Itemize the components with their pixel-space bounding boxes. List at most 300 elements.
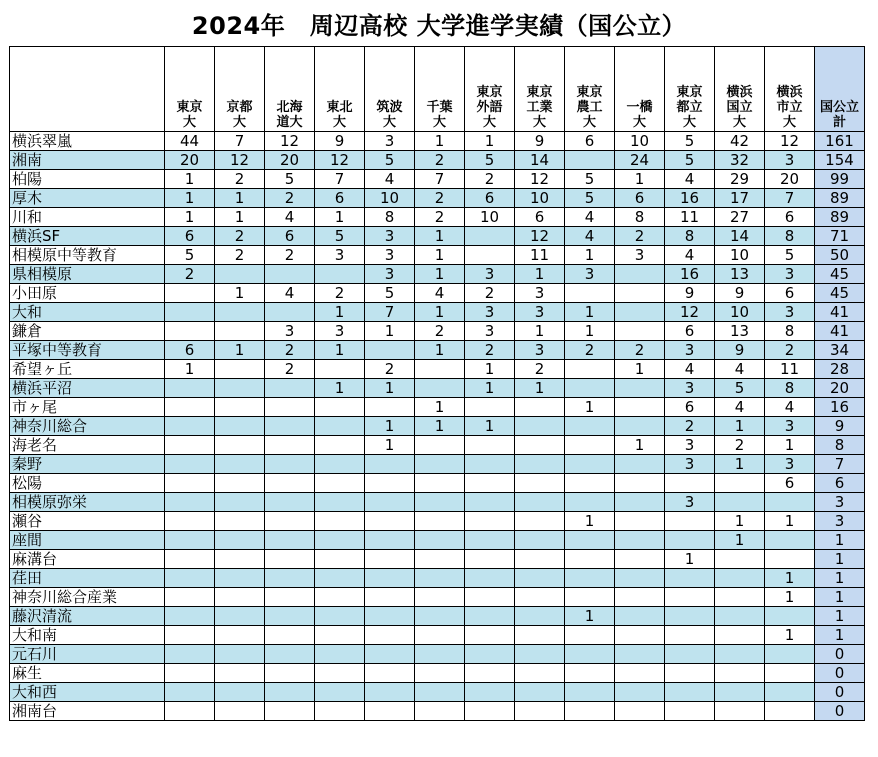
count-cell: 1 [765, 436, 815, 455]
count-cell [715, 569, 765, 588]
count-cell: 1 [215, 341, 265, 360]
total-cell: 28 [815, 360, 865, 379]
table-row [10, 208, 865, 227]
count-cell [365, 341, 415, 360]
count-cell [615, 588, 665, 607]
table-row [10, 189, 865, 208]
count-cell [465, 474, 515, 493]
header-label-line: 筑波 [376, 100, 403, 115]
count-cell: 2 [265, 246, 315, 265]
count-cell: 3 [515, 303, 565, 322]
count-cell: 6 [465, 189, 515, 208]
count-cell: 1 [715, 512, 765, 531]
count-cell [615, 664, 665, 683]
count-cell [465, 607, 515, 626]
header-label-line: 東京 [576, 85, 603, 100]
count-cell: 3 [665, 493, 715, 512]
count-cell: 24 [615, 151, 665, 170]
count-cell [715, 626, 765, 645]
count-cell [665, 683, 715, 702]
count-cell: 9 [715, 341, 765, 360]
count-cell: 1 [565, 398, 615, 417]
count-cell [565, 645, 615, 664]
count-cell: 1 [565, 322, 615, 341]
count-cell: 1 [765, 626, 815, 645]
count-cell [215, 379, 265, 398]
school-name-cell: 川和 [10, 208, 165, 227]
count-cell: 4 [265, 208, 315, 227]
school-name-cell: 相模原弥栄 [10, 493, 165, 512]
count-cell [315, 512, 365, 531]
count-cell: 20 [165, 151, 215, 170]
count-cell [465, 550, 515, 569]
count-cell [515, 455, 565, 474]
count-cell [365, 455, 415, 474]
count-cell: 2 [415, 151, 465, 170]
count-cell [465, 436, 515, 455]
count-cell [165, 664, 215, 683]
total-cell: 41 [815, 322, 865, 341]
university-column-header [415, 47, 465, 132]
header-label-line: 大 [532, 115, 546, 130]
count-cell: 3 [565, 265, 615, 284]
school-name-cell: 平塚中等教育 [10, 341, 165, 360]
count-cell [165, 455, 215, 474]
count-cell [315, 569, 365, 588]
count-cell: 3 [365, 246, 415, 265]
table-row [10, 151, 865, 170]
school-name-cell: 湘南 [10, 151, 165, 170]
table-row [10, 474, 865, 493]
count-cell [365, 702, 415, 721]
table-row [10, 588, 865, 607]
count-cell [315, 455, 365, 474]
count-cell [515, 569, 565, 588]
count-cell [265, 493, 315, 512]
count-cell: 1 [165, 170, 215, 189]
count-cell [415, 436, 465, 455]
count-cell: 4 [665, 246, 715, 265]
count-cell [265, 398, 315, 417]
count-cell [665, 702, 715, 721]
count-cell [465, 645, 515, 664]
total-cell: 161 [815, 132, 865, 151]
count-cell [215, 493, 265, 512]
count-cell: 9 [515, 132, 565, 151]
count-cell: 2 [765, 341, 815, 360]
count-cell [615, 417, 665, 436]
count-cell [515, 417, 565, 436]
total-column-header [815, 47, 865, 132]
total-cell: 41 [815, 303, 865, 322]
count-cell [315, 626, 365, 645]
count-cell [215, 702, 265, 721]
count-cell: 1 [465, 379, 515, 398]
count-cell [365, 664, 415, 683]
table-row [10, 645, 865, 664]
school-name-cell: 瀬谷 [10, 512, 165, 531]
count-cell: 1 [415, 265, 465, 284]
count-cell [515, 645, 565, 664]
header-label-line: 大 [482, 115, 496, 130]
count-cell: 3 [765, 455, 815, 474]
count-cell: 2 [265, 360, 315, 379]
count-cell: 8 [765, 227, 815, 246]
count-cell [265, 474, 315, 493]
count-cell [615, 607, 665, 626]
count-cell [415, 512, 465, 531]
count-cell [165, 436, 215, 455]
count-cell [565, 379, 615, 398]
header-label-line: 東北 [326, 100, 353, 115]
count-cell [165, 626, 215, 645]
count-cell: 1 [715, 455, 765, 474]
count-cell: 12 [515, 227, 565, 246]
count-cell [265, 436, 315, 455]
count-cell [615, 683, 665, 702]
count-cell: 6 [765, 284, 815, 303]
count-cell [165, 588, 215, 607]
count-cell: 4 [565, 227, 615, 246]
count-cell [365, 683, 415, 702]
count-cell [265, 607, 315, 626]
table-row [10, 322, 865, 341]
count-cell [615, 379, 665, 398]
count-cell [265, 588, 315, 607]
count-cell: 6 [565, 132, 615, 151]
count-cell: 2 [265, 189, 315, 208]
count-cell: 4 [665, 360, 715, 379]
count-cell [265, 265, 315, 284]
count-cell [565, 683, 615, 702]
table-row [10, 303, 865, 322]
count-cell [215, 569, 265, 588]
header-label-line: 大 [632, 115, 646, 130]
count-cell [165, 569, 215, 588]
count-cell: 13 [715, 265, 765, 284]
header-label-line: 大 [232, 115, 246, 130]
count-cell [465, 398, 515, 417]
count-cell: 8 [365, 208, 415, 227]
count-cell [315, 645, 365, 664]
count-cell [665, 626, 715, 645]
count-cell: 2 [215, 170, 265, 189]
count-cell: 1 [315, 303, 365, 322]
university-column-header [315, 47, 365, 132]
count-cell [215, 303, 265, 322]
count-cell: 11 [765, 360, 815, 379]
count-cell: 1 [215, 284, 265, 303]
count-cell [765, 683, 815, 702]
count-cell [565, 702, 615, 721]
count-cell: 1 [465, 132, 515, 151]
count-cell: 1 [415, 227, 465, 246]
count-cell [415, 645, 465, 664]
count-cell: 1 [415, 417, 465, 436]
total-cell: 3 [815, 512, 865, 531]
school-name-cell: 厚木 [10, 189, 165, 208]
count-cell [615, 493, 665, 512]
count-cell: 9 [715, 284, 765, 303]
count-cell [665, 474, 715, 493]
count-cell [215, 683, 265, 702]
count-cell [515, 512, 565, 531]
count-cell: 4 [665, 170, 715, 189]
count-cell: 1 [465, 417, 515, 436]
count-cell: 3 [465, 322, 515, 341]
count-cell [615, 531, 665, 550]
count-cell: 3 [765, 303, 815, 322]
count-cell [665, 664, 715, 683]
count-cell: 12 [315, 151, 365, 170]
count-cell: 1 [565, 303, 615, 322]
count-cell [765, 645, 815, 664]
school-name-cell: 海老名 [10, 436, 165, 455]
count-cell [465, 246, 515, 265]
count-cell [315, 493, 365, 512]
total-cell: 0 [815, 683, 865, 702]
results-table [9, 46, 865, 721]
count-cell [515, 531, 565, 550]
count-cell: 10 [715, 303, 765, 322]
count-cell: 3 [365, 227, 415, 246]
count-cell: 2 [465, 284, 515, 303]
count-cell: 32 [715, 151, 765, 170]
count-cell [615, 702, 665, 721]
count-cell: 6 [665, 322, 715, 341]
table-row [10, 569, 865, 588]
count-cell [315, 550, 365, 569]
count-cell [415, 379, 465, 398]
count-cell [665, 569, 715, 588]
table-row [10, 664, 865, 683]
count-cell: 5 [715, 379, 765, 398]
count-cell: 3 [465, 303, 515, 322]
count-cell [565, 531, 615, 550]
total-cell: 7 [815, 455, 865, 474]
count-cell [565, 569, 615, 588]
count-cell [465, 512, 515, 531]
count-cell [165, 531, 215, 550]
count-cell [715, 474, 765, 493]
school-name-cell: 県相模原 [10, 265, 165, 284]
count-cell: 2 [165, 265, 215, 284]
count-cell [165, 417, 215, 436]
count-cell: 2 [315, 284, 365, 303]
count-cell [215, 531, 265, 550]
count-cell: 6 [315, 189, 365, 208]
count-cell [465, 493, 515, 512]
school-name-cell: 大和西 [10, 683, 165, 702]
count-cell: 5 [565, 189, 615, 208]
count-cell: 3 [765, 151, 815, 170]
table-body [10, 132, 865, 721]
count-cell [465, 227, 515, 246]
count-cell [315, 360, 365, 379]
count-cell: 42 [715, 132, 765, 151]
school-name-cell: 大和 [10, 303, 165, 322]
count-cell: 4 [715, 398, 765, 417]
university-column-header [665, 47, 715, 132]
count-cell: 1 [315, 379, 365, 398]
header-label-line: 東京 [476, 85, 503, 100]
count-cell [665, 588, 715, 607]
total-cell: 0 [815, 702, 865, 721]
count-cell [165, 322, 215, 341]
count-cell: 1 [615, 170, 665, 189]
count-cell: 16 [665, 189, 715, 208]
count-cell [615, 626, 665, 645]
count-cell: 11 [515, 246, 565, 265]
count-cell [415, 531, 465, 550]
count-cell: 2 [365, 360, 415, 379]
count-cell: 1 [365, 379, 415, 398]
count-cell: 5 [765, 246, 815, 265]
university-column-header [515, 47, 565, 132]
count-cell: 1 [415, 132, 465, 151]
count-cell: 2 [415, 322, 465, 341]
header-label-line: 農工 [576, 100, 603, 115]
count-cell [265, 683, 315, 702]
count-cell [715, 664, 765, 683]
count-cell [515, 588, 565, 607]
count-cell: 4 [565, 208, 615, 227]
table-row [10, 360, 865, 379]
count-cell: 5 [665, 132, 715, 151]
count-cell [415, 626, 465, 645]
count-cell: 12 [765, 132, 815, 151]
header-label-line: 千葉 [426, 100, 453, 115]
count-cell [365, 569, 415, 588]
header-label-line: 東京 [526, 85, 553, 100]
count-cell: 7 [315, 170, 365, 189]
count-cell: 3 [465, 265, 515, 284]
count-cell [315, 607, 365, 626]
count-cell: 6 [615, 189, 665, 208]
count-cell: 6 [765, 208, 815, 227]
count-cell [565, 474, 615, 493]
count-cell: 1 [565, 246, 615, 265]
university-column-header [165, 47, 215, 132]
header-label-line: 市立 [776, 100, 803, 115]
count-cell: 1 [715, 417, 765, 436]
count-cell [615, 398, 665, 417]
count-cell: 2 [265, 341, 315, 360]
count-cell [565, 550, 615, 569]
header-label-line: 国公立 [819, 100, 859, 115]
count-cell [465, 455, 515, 474]
school-name-cell: 神奈川総合産業 [10, 588, 165, 607]
header-label-line: 都立 [676, 100, 703, 115]
table-row [10, 550, 865, 569]
count-cell: 11 [665, 208, 715, 227]
table-row [10, 284, 865, 303]
school-name-cell: 藤沢清流 [10, 607, 165, 626]
count-cell [165, 493, 215, 512]
count-cell: 1 [315, 341, 365, 360]
count-cell [515, 436, 565, 455]
total-cell: 45 [815, 284, 865, 303]
count-cell: 29 [715, 170, 765, 189]
count-cell: 3 [315, 246, 365, 265]
header-label-line: 京都 [226, 100, 253, 115]
count-cell: 10 [715, 246, 765, 265]
table-row [10, 265, 865, 284]
count-cell [315, 398, 365, 417]
count-cell: 4 [415, 284, 465, 303]
count-cell: 5 [165, 246, 215, 265]
count-cell [315, 664, 365, 683]
count-cell: 1 [415, 398, 465, 417]
count-cell [165, 398, 215, 417]
school-name-cell: 大和南 [10, 626, 165, 645]
count-cell: 1 [415, 246, 465, 265]
count-cell: 3 [515, 341, 565, 360]
count-cell: 3 [365, 265, 415, 284]
count-cell: 12 [665, 303, 715, 322]
count-cell [565, 455, 615, 474]
total-cell: 9 [815, 417, 865, 436]
total-cell: 89 [815, 208, 865, 227]
count-cell [315, 531, 365, 550]
count-cell: 3 [765, 265, 815, 284]
count-cell [515, 398, 565, 417]
count-cell: 2 [565, 341, 615, 360]
count-cell [465, 683, 515, 702]
count-cell [365, 474, 415, 493]
count-cell [665, 645, 715, 664]
header-label-line: 外語 [476, 100, 503, 115]
total-cell: 3 [815, 493, 865, 512]
count-cell [615, 550, 665, 569]
count-cell [565, 436, 615, 455]
table-row [10, 683, 865, 702]
count-cell [215, 436, 265, 455]
count-cell: 7 [415, 170, 465, 189]
count-cell: 3 [765, 417, 815, 436]
total-cell: 0 [815, 664, 865, 683]
count-cell [515, 493, 565, 512]
total-cell: 20 [815, 379, 865, 398]
count-cell [215, 360, 265, 379]
count-cell: 12 [515, 170, 565, 189]
table-row [10, 398, 865, 417]
count-cell: 4 [365, 170, 415, 189]
header-label-line: 東京 [676, 85, 703, 100]
count-cell: 16 [665, 265, 715, 284]
total-cell: 99 [815, 170, 865, 189]
count-cell [715, 493, 765, 512]
count-cell [165, 512, 215, 531]
count-cell [515, 683, 565, 702]
count-cell [315, 683, 365, 702]
table-row [10, 227, 865, 246]
total-cell: 1 [815, 588, 865, 607]
header-label-line: 大 [732, 115, 746, 130]
count-cell [415, 569, 465, 588]
count-cell [565, 493, 615, 512]
count-cell: 1 [515, 379, 565, 398]
count-cell [665, 607, 715, 626]
count-cell [515, 550, 565, 569]
count-cell [565, 417, 615, 436]
count-cell [315, 588, 365, 607]
school-name-cell: 横浜翠嵐 [10, 132, 165, 151]
count-cell [515, 607, 565, 626]
header-label-line: 一橋 [626, 100, 653, 115]
count-cell: 1 [565, 512, 615, 531]
count-cell [165, 550, 215, 569]
